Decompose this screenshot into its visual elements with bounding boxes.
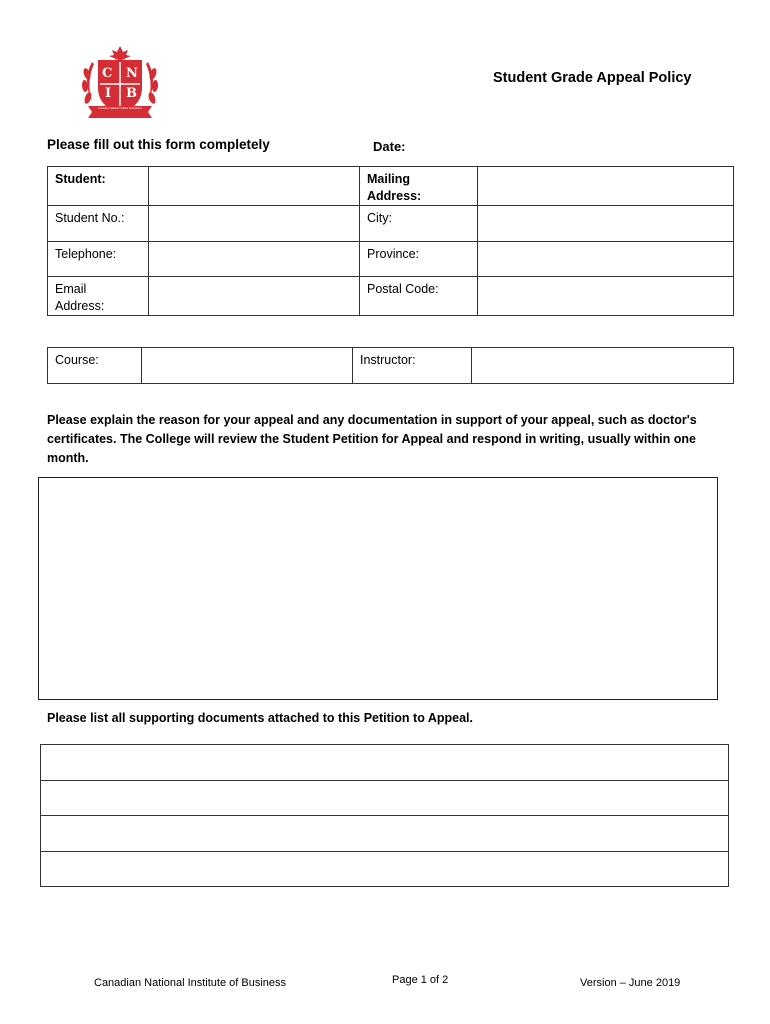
telephone-field[interactable] xyxy=(149,241,360,277)
course-label: Course: xyxy=(48,348,142,384)
logo-motto: Canadian National Institute of Business xyxy=(98,107,142,110)
mailing-address-label xyxy=(360,167,478,206)
supporting-doc-field-3[interactable] xyxy=(41,816,729,852)
email-label-line2: Address: xyxy=(55,299,105,313)
supporting-doc-field-4[interactable] xyxy=(41,851,729,887)
fill-instruction: Please fill out this form completely xyxy=(47,137,270,152)
table-row xyxy=(41,816,729,852)
email-field[interactable] xyxy=(149,277,360,316)
course-table xyxy=(47,347,734,384)
instructor-field[interactable] xyxy=(472,348,734,384)
email-label xyxy=(48,277,149,316)
province-label: Province: xyxy=(360,241,478,277)
mailing-address-field[interactable] xyxy=(478,167,734,206)
city-field[interactable] xyxy=(478,206,734,242)
student-label: Student: xyxy=(48,167,149,206)
contact-info-table xyxy=(47,166,734,316)
telephone-label: Telephone: xyxy=(48,241,149,277)
appeal-reason-textarea[interactable] xyxy=(38,477,718,700)
date-label: Date: xyxy=(373,139,406,154)
postal-code-field[interactable] xyxy=(478,277,734,316)
supporting-docs-table xyxy=(40,744,729,887)
logo-letter-c: C xyxy=(102,66,113,81)
logo-letter-b: B xyxy=(126,86,137,101)
table-row xyxy=(41,851,729,887)
footer-version: Version – June 2019 xyxy=(580,977,681,989)
student-no-label: Student No.: xyxy=(48,206,149,242)
footer-page-number: Page 1 of 2 xyxy=(392,974,449,986)
table-row xyxy=(41,745,729,781)
table-row xyxy=(48,277,734,316)
logo-letter-n: N xyxy=(126,66,138,81)
page-title: Student Grade Appeal Policy xyxy=(493,70,692,86)
postal-code-label: Postal Code: xyxy=(360,277,478,316)
footer-institution: Canadian National Institute of Business xyxy=(94,977,287,989)
supporting-docs-instruction: Please list all supporting documents attached to this Petition to Appeal. xyxy=(47,711,473,725)
course-field[interactable] xyxy=(142,348,353,384)
email-label-line1: Email xyxy=(55,282,87,296)
province-field[interactable] xyxy=(478,241,734,277)
logo-letter-i: I xyxy=(105,86,112,101)
table-row xyxy=(48,206,734,242)
table-row xyxy=(48,167,734,206)
student-field[interactable] xyxy=(149,167,360,206)
supporting-doc-field-2[interactable] xyxy=(41,780,729,816)
mailing-address-label-line2: Address: xyxy=(367,189,422,203)
supporting-doc-field-1[interactable] xyxy=(41,745,729,781)
city-label: City: xyxy=(360,206,478,242)
student-no-field[interactable] xyxy=(149,206,360,242)
table-row xyxy=(41,780,729,816)
mailing-address-label-line1: Mailing xyxy=(367,172,411,186)
appeal-instructions: Please explain the reason for your appeal and any documentation in support of your appeal, such as doctor's certificates. The College will review the Student Petition for Appeal and respond in writing, usually within one month. xyxy=(47,413,697,465)
instructor-label: Instructor: xyxy=(353,348,472,384)
table-row xyxy=(48,241,734,277)
table-row xyxy=(48,348,734,384)
